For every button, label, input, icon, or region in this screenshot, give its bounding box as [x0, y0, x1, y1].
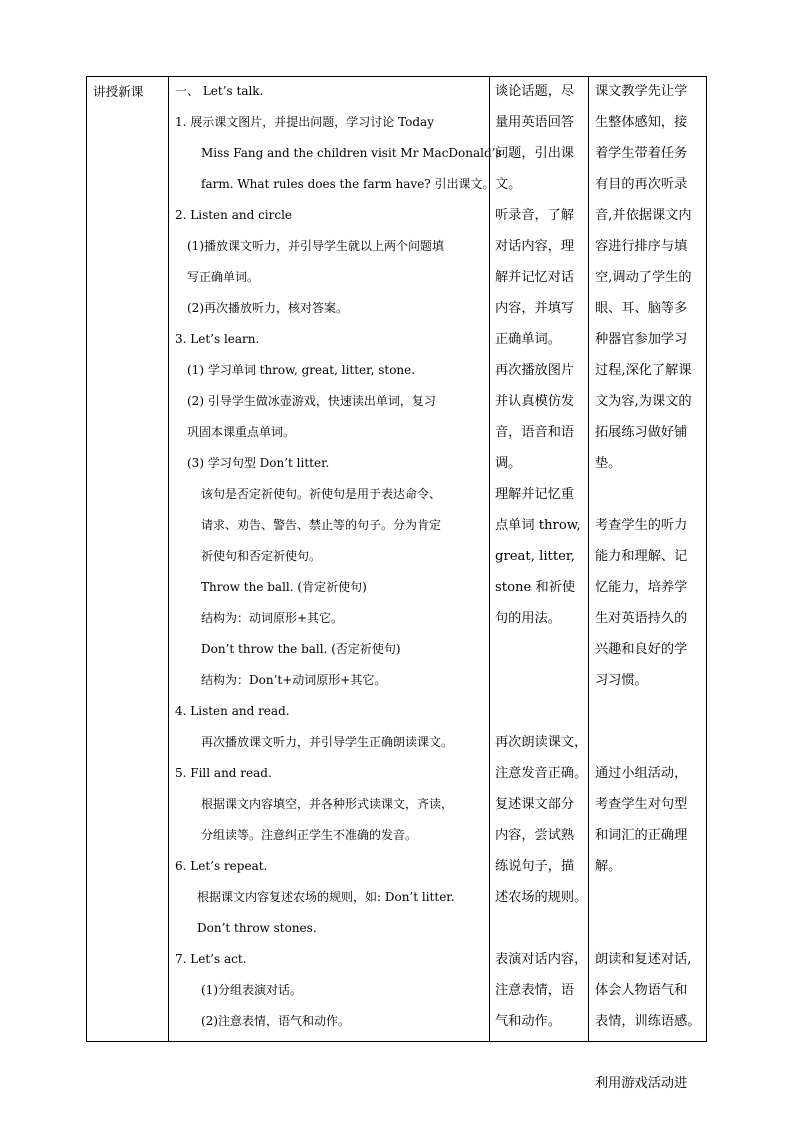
lesson-plan-table	[86, 76, 707, 1091]
student-activity-line: 内容，尝试熟	[495, 828, 575, 843]
student-activity-line: 解并记忆对话	[495, 270, 575, 285]
teaching-process-line: 7. Let’s act.	[175, 952, 247, 966]
student-activity-line: 练说句子，描	[495, 859, 575, 874]
student-activity-line: 点单词 throw,	[495, 518, 581, 533]
design-intent-line: 利用游戏活动进	[595, 1076, 688, 1091]
design-intent-line: 课文教学先让学	[595, 84, 688, 99]
student-activity-line	[495, 913, 587, 944]
teaching-process-line: 结构为：Don’t+动词原形+其它。	[201, 673, 387, 687]
student-activity-line: great, litter,	[495, 549, 575, 564]
teaching-process-line: (3) 学习句型 Don’t litter.	[187, 456, 330, 470]
column-divider-3	[588, 76, 589, 1042]
teaching-process-line: 该句是否定祈使句。祈使句是用于表达命令、	[201, 487, 442, 501]
student-activity-line: 文。	[495, 177, 522, 192]
student-activity-line: 表演对话内容，	[495, 952, 588, 967]
teaching-process-line: 2. Listen and circle	[175, 208, 293, 222]
design-intent-line: 体会人物语气和	[595, 983, 688, 998]
student-activity-line: 正确单词。	[495, 332, 561, 347]
teaching-process-line: 3. Let’s learn.	[175, 332, 260, 346]
design-intent-line: 文为容,为课文的	[595, 394, 692, 409]
student-activity-line: 句的用法。	[495, 611, 561, 626]
student-activity-line: stone 和祈使	[495, 580, 576, 595]
student-activity-line: 调。	[495, 456, 522, 471]
student-activity-line: 注意发音正确。	[495, 766, 588, 781]
design-intent-line	[595, 1037, 705, 1068]
teaching-process-line: 写正确单词。	[187, 270, 260, 284]
design-intent-line	[595, 727, 705, 758]
student-activity-line: 述农场的规则。	[495, 890, 588, 905]
design-intent-line: 有目的再次听录	[595, 177, 688, 192]
design-intent-line: 容进行排序与填	[595, 239, 688, 254]
design-intent-line	[595, 882, 705, 913]
student-activity-line	[495, 696, 587, 727]
design-intent-line	[595, 479, 705, 510]
design-intent-line: 拓展练习做好铺	[595, 425, 688, 440]
student-activity-line: 音，语音和语	[495, 425, 575, 440]
design-intent-line: 习习惯。	[595, 673, 648, 688]
teaching-process-line: 4. Listen and read.	[175, 704, 290, 718]
design-intent-line: 表情，训练语感。	[595, 1014, 701, 1029]
student-activity-line: 听录音，了解	[495, 208, 575, 223]
design-intent-line	[595, 696, 705, 727]
teaching-process-line: 1. 展示课文图片，并提出问题，学习讨论 Today	[175, 115, 434, 129]
teaching-process-line: (2)再次播放听力，核对答案。	[187, 301, 348, 315]
column-divider-2	[489, 76, 490, 1042]
design-intent-line: 空,调动了学生的	[595, 270, 692, 285]
design-intent-line: 种器官参加学习	[595, 332, 688, 347]
teaching-process-line: Miss Fang and the children visit Mr MacDonald’s	[201, 146, 502, 160]
design-intent-line: 生对英语持久的	[595, 611, 688, 626]
teaching-process-line: 5. Fill and read.	[175, 766, 272, 780]
design-intent-line: 过程,深化了解课	[595, 363, 692, 378]
design-intent-line: 音,并依据课文内	[595, 208, 692, 223]
teaching-process-line: 巩固本课重点单词。	[187, 425, 296, 439]
student-activity-line: 问题，引出课	[495, 146, 575, 161]
student-activity-line: 气和动作。	[495, 1014, 561, 1029]
section-label-cell	[93, 76, 167, 107]
design-intent-cell	[595, 76, 705, 1099]
teaching-process-line: (2) 引导学生做冰壶游戏，快速读出单词，复习	[187, 394, 436, 408]
student-activity-line: 内容，并填写	[495, 301, 575, 316]
teaching-process-line: 分组读等。注意纠正学生不准确的发音。	[201, 828, 418, 842]
teaching-process-line: (1)分组表演对话。	[201, 983, 302, 997]
design-intent-line: 和词汇的正确理	[595, 828, 688, 843]
design-intent-line: 考查学生对句型	[595, 797, 688, 812]
student-activity-line: 量用英语回答	[495, 115, 575, 130]
design-intent-line: 着学生带着任务	[595, 146, 688, 161]
teaching-process-line: (1)播放课文听力，并引导学生就以上两个问题填	[187, 239, 444, 253]
teaching-process-line: 根据课文内容复述农场的规则，如: Don’t litter.	[197, 890, 455, 904]
student-activity-line: 再次播放图片	[495, 363, 575, 378]
student-activity-line	[495, 634, 587, 665]
table-left-border	[86, 76, 87, 1042]
student-activity-line: 再次朗读课文，	[495, 735, 588, 750]
student-activity-line: 并认真模仿发	[495, 394, 575, 409]
student-activity-line: 谈论话题，尽	[495, 84, 575, 99]
student-activity-cell	[495, 76, 587, 1037]
teaching-process-line: (2)注意表情，语气和动作。	[201, 1014, 350, 1028]
teaching-process-line: Throw the ball. (肯定祈使句)	[201, 580, 367, 594]
section-label: 讲授新课	[93, 84, 144, 99]
design-intent-line: 生整体感知，接	[595, 115, 688, 130]
teaching-process-cell	[175, 76, 502, 1037]
design-intent-line: 朗读和复述对话,	[595, 952, 692, 967]
teaching-process-line: 再次播放课文听力，并引导学生正确朗读课文。	[201, 735, 454, 749]
teaching-process-line: 祈使句和否定祈使句。	[201, 549, 322, 563]
design-intent-line	[595, 913, 705, 944]
teaching-process-line: 根据课文内容填空，并各种形式读课文，齐读，	[201, 797, 454, 811]
teaching-process-line: 请求、劝告、警告、禁止等的句子。分为肯定	[201, 518, 442, 532]
design-intent-line: 解。	[595, 859, 622, 874]
design-intent-line: 通过小组活动，	[595, 766, 688, 781]
teaching-process-line: 结构为：动词原形+其它。	[201, 611, 344, 625]
teaching-process-line: Don’t throw the ball. (否定祈使句)	[201, 642, 401, 656]
teaching-process-line: (1) 学习单词 throw, great, litter, stone.	[187, 363, 416, 377]
teaching-process-line: 6. Let’s repeat.	[175, 859, 268, 873]
design-intent-line: 眼、耳、脑等多	[595, 301, 688, 316]
table-right-border	[706, 76, 707, 1042]
design-intent-line: 考查学生的听力	[595, 518, 688, 533]
teaching-process-line: farm. What rules does the farm have? 引出课文。	[201, 177, 495, 191]
student-activity-line: 对话内容，理	[495, 239, 575, 254]
student-activity-line	[495, 665, 587, 696]
column-divider-1	[168, 76, 169, 1042]
teaching-process-line: Don’t throw stones.	[197, 921, 317, 935]
teaching-process-line: 一、 Let’s talk.	[175, 84, 264, 98]
design-intent-line: 忆能力，培养学	[595, 580, 688, 595]
student-activity-line: 复述课文部分	[495, 797, 575, 812]
student-activity-line: 理解并记忆重	[495, 487, 575, 502]
design-intent-line: 垫。	[595, 456, 622, 471]
student-activity-line: 注意表情，语	[495, 983, 575, 998]
design-intent-line: 兴趣和良好的学	[595, 642, 688, 657]
design-intent-line: 能力和理解、记	[595, 549, 688, 564]
